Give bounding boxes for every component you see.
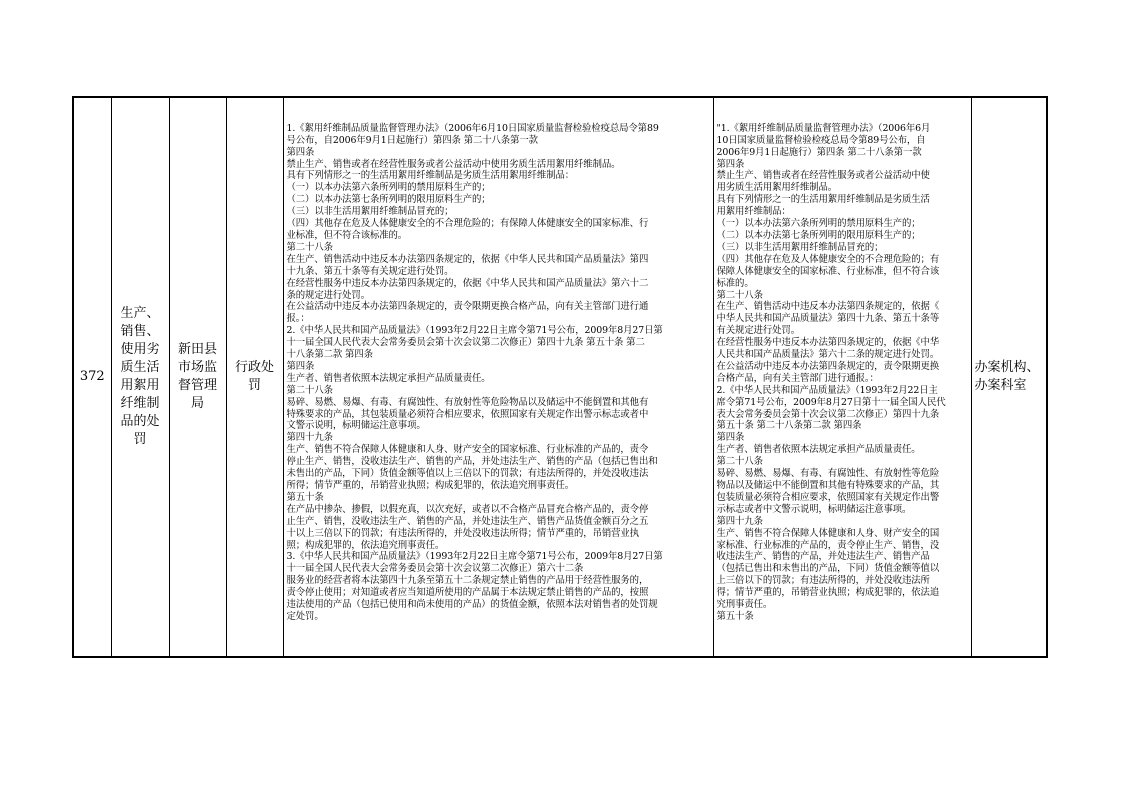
power-list-table (72, 96, 1048, 658)
text-line: 示标志或者中文警示说明，标明储运注意事项。 (716, 503, 912, 515)
text-line: 第二十八条 (286, 241, 333, 253)
text-line: 定处罚。 (286, 610, 324, 622)
text-line: 合格产品，向有关主管部门进行通报。： (716, 372, 879, 384)
text-line: 未售出的产品，下同）货值金额等值以上三倍以下的罚款；有违法所得的，并处没收违法 (286, 468, 649, 480)
text-line: 十以上三倍以下的罚款；有违法所得的，并处没收违法所得；情节严重的，吊销营业执 (286, 527, 639, 539)
text-line: "1.《絮用纤维制品质量监督管理办法》（2006年6月 (716, 122, 931, 134)
text-line: 3.《中华人民共和国产品质量法》（1993年2月22日主席令第71号公布，2009年8月27日第 (286, 551, 663, 563)
responsible-unit-cell (971, 97, 1047, 657)
text-line: 第五十条 (286, 491, 324, 503)
text-line: 表大会常务委员会第十次会议第二次修正）第四十九条 (716, 408, 940, 420)
text-line: （四）其他存在危及人体健康安全的不合理危险的；有保障人体健康安全的国家标准、行 (286, 218, 649, 230)
text-line: （一）以本办法第六条所列明的禁用原料生产的； (716, 218, 921, 230)
text-line: 第四条 (716, 432, 745, 444)
text-line: 禁止生产、销售或者在经营性服务或者公益活动中使 (716, 170, 930, 182)
department-name: 新田县市场监督管理局 (177, 342, 217, 411)
text-line: 在公益活动中违反本办法第四条规定的，责令限期更换合格产品，向有关主管部门进行通 (286, 301, 649, 313)
text-line: 报。： (286, 313, 310, 325)
text-line: 禁止生产、销售或者在经营性服务或者公益活动中使用劣质生活用絮用纤维制品。 (286, 158, 621, 170)
text-line: （包括已售出和未售出的产品，下同）货值金额等值以 (716, 563, 940, 575)
text-line: 物品以及储运中不能倒置和其他有特殊要求的产品，其 (716, 480, 940, 491)
text-line: 上三倍以下的罚款；有违法所得的，并处没收违法所 (716, 575, 930, 587)
text-line: 究刑事责任。 (716, 599, 773, 611)
text-line: 用劣质生活用絮用纤维制品。 (716, 182, 838, 194)
text-line: 2006年9月1日起施行）第四条 第二十八条第一款 (716, 146, 922, 158)
text-line: 第五十条 第二十八条第二款 第四条 (716, 420, 862, 432)
text-line: 标准的。 (716, 277, 754, 289)
text-line: 第二十八条 (716, 456, 763, 468)
text-line: 人民共和国产品质量法》第六十二条的规定进行处罚。 (716, 349, 940, 361)
text-line: 在生产、销售活动中违反本办法第四条规定的，依据《中华人民共和国产品质量法》第四 (286, 253, 649, 265)
responsible-unit: 办案机构、办案科室 (974, 360, 1040, 393)
text-line: 照；构成犯罪的，依法追究刑事责任。 (286, 539, 445, 551)
responsibility-cell (713, 97, 971, 657)
text-line: 所得；情节严重的，吊销营业执照；构成犯罪的，依法追究刑事责任。 (286, 480, 575, 491)
text-line: 第二十八条 (716, 289, 763, 301)
text-line: 生产、销售不符合保障人体健康和人身、财产安全的国家标准、行业标准的产品的，责令 (286, 444, 649, 456)
text-line: 条的规定进行处罚。 (286, 289, 370, 301)
power-category: 行政处罚 (234, 360, 274, 393)
text-line: 在生产、销售活动中违反本办法第四条规定的，依据《 (716, 301, 940, 313)
text-line: 生产者、销售者依照本法规定承担产品质量责任。 (286, 372, 491, 384)
text-line: （二）以本办法第七条所列明的限用原料生产的； (716, 229, 921, 241)
text-line: 第五十条 (716, 610, 754, 622)
text-line: 用絮用纤维制品： (716, 206, 791, 218)
category-cell (226, 97, 283, 657)
text-line: 具有下列情形之一的生活用絮用纤维制品是劣质生活用絮用纤维制品： (286, 170, 575, 182)
text-line: 第四条 (286, 146, 315, 158)
text-line: 易碎、易燃、易爆、有毒、有腐蚀性、有放射性等危险物品以及储运中不能倒置和其他有 (286, 396, 649, 408)
text-line: 2.《中华人民共和国产品质量法》（1993年2月22日主席令第71号公布，2009年8月27日第 (286, 325, 663, 337)
text-line: 第四十九条 (716, 515, 763, 527)
text-line: 十一届全国人民代表大会常务委员会第十次会议第二次修正）第四十九条 第五十条 第二 (286, 337, 645, 349)
text-line: 第四条 (716, 158, 745, 170)
text-line: （二）以本办法第七条所列明的限用原料生产的； (286, 194, 491, 206)
text-line: 易碎、易燃、易爆、有毒、有腐蚀性、有放射性等危险 (716, 468, 940, 480)
responsibility-text (717, 123, 968, 623)
text-line: 在经营性服务中违反本办法第四条规定的，依据《中华 (716, 337, 940, 349)
text-line: 十九条、第五十条等有关规定进行处罚。 (286, 265, 454, 277)
text-line: 十一届全国人民代表大会常务委员会第十次会议第二次修正）第六十二条 (286, 563, 584, 575)
text-line: （一）以本办法第六条所列明的禁用原料生产的； (286, 182, 491, 194)
text-line: 有关规定进行处罚。 (716, 325, 800, 337)
text-line: 得；情节严重的，吊销营业执照；构成犯罪的，依法追 (716, 587, 940, 599)
text-line: （三）以非生活用絮用纤维制品冒充的； (716, 241, 884, 253)
text-line: 在公益活动中违反本办法第四条规定的，责令限期更换 (716, 360, 940, 372)
text-line: （四）其他存在危及人体健康安全的不合理危险的；有 (716, 253, 940, 265)
text-line: 生产、销售不符合保障人体健康和人身、财产安全的国 (716, 527, 940, 539)
text-line: 保障人体健康安全的国家标准、行业标准，但不符合该 (716, 265, 940, 277)
text-line: 服务业的经营者将本法第四十九条至第五十二条规定禁止销售的产品用于经营性服务的， (286, 575, 649, 587)
text-line: 家标准、行业标准的产品的，责令停止生产、销售，没 (716, 539, 940, 551)
text-line: 第四十九条 (286, 432, 333, 444)
text-line: 业标准，但不符合该标准的。 (286, 229, 408, 241)
text-line: 席令第71号公布，2009年8月27日第十一届全国人民代 (716, 396, 946, 408)
text-line: 2.《中华人民共和国产品质量法》（1993年2月22日主 (716, 384, 938, 396)
text-line: 特殊要求的产品，其包装质量必须符合相应要求，依照国家有关规定作出警示标志或者中 (286, 408, 649, 420)
text-line: 包装质量必须符合相应要求，依照国家有关规定作出警 (716, 491, 940, 503)
text-line: 停止生产、销售，没收违法生产、销售的产品，并处违法生产、销售的产品（包括已售出和 (286, 456, 658, 468)
row-number-cell (73, 97, 111, 657)
item-name-cell (111, 97, 169, 657)
item-name: 生产、销售、使用劣质生活用絮用纤维制品的处罚 (120, 306, 160, 447)
text-line: 止生产、销售，没收违法生产、销售的产品，并处违法生产、销售产品货值金额百分之五 (286, 515, 649, 527)
text-line: 生产者、销售者依照本法规定承担产品质量责任。 (716, 444, 921, 456)
text-line: 违法使用的产品（包括已使用和尚未使用的产品）的货值金额，依照本法对销售者的处罚规 (286, 599, 658, 611)
text-line: 第二十八条 (286, 384, 333, 396)
text-line: （三）以非生活用絮用纤维制品冒充的； (286, 206, 454, 218)
text-line: 10日国家质量监督检验检疫总局令第89号公布，自 (716, 134, 926, 146)
table-row (73, 97, 1047, 657)
department-cell (169, 97, 226, 657)
legal-basis-cell (283, 97, 713, 657)
text-line: 具有下列情形之一的生活用絮用纤维制品是劣质生活 (716, 194, 930, 206)
text-line: 在经营性服务中违反本办法第四条规定的，依据《中华人民共和国产品质量法》第六十二 (286, 277, 649, 289)
text-line: 中华人民共和国产品质量法》第四十九条、第五十条等 (716, 313, 940, 325)
legal-basis-text (287, 123, 710, 623)
text-line: 1.《絮用纤维制品质量监督管理办法》（2006年6月10日国家质量监督检验检疫总局令第89 (286, 122, 659, 134)
text-line: 第四条 (286, 360, 315, 372)
text-line: 收违法生产、销售的产品，并处违法生产、销售产品 (716, 551, 930, 563)
text-line: 在产品中掺杂、掺假，以假充真，以次充好，或者以不合格产品冒充合格产品的，责令停 (286, 503, 649, 515)
text-line: 文警示说明，标明储运注意事项。 (286, 420, 426, 432)
row-number: 372 (79, 369, 105, 384)
text-line: 十八条第二款 第四条 (286, 349, 373, 361)
text-line: 责令停止使用；对知道或者应当知道所使用的产品属于本法规定禁止销售的产品的，按照 (286, 587, 649, 599)
text-line: 号公布，自2006年9月1日起施行）第四条 第二十八条第一款 (286, 134, 538, 146)
